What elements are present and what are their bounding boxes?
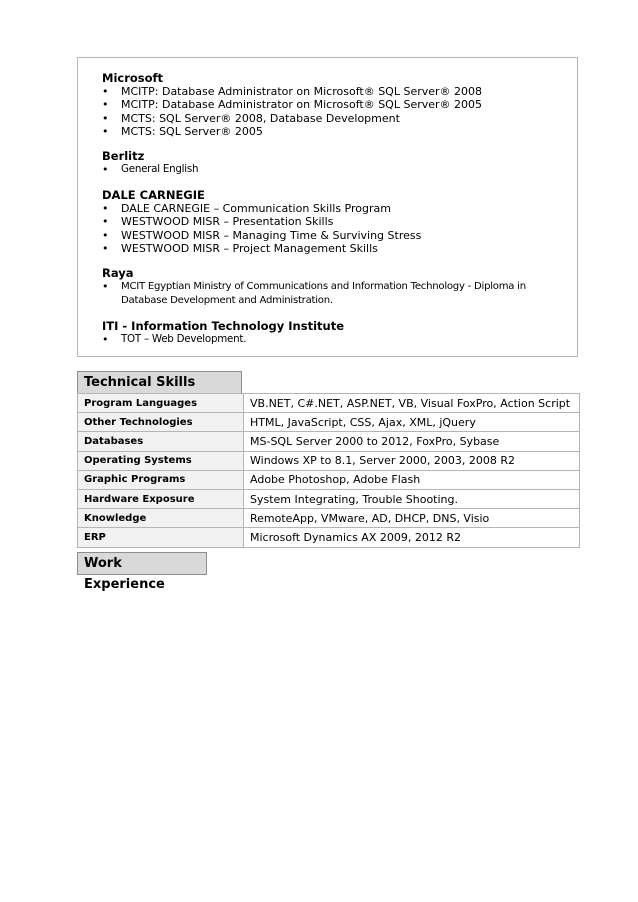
list-item: • WESTWOOD MISR – Presentation Skills — [102, 215, 522, 228]
list-item: • General English — [102, 163, 522, 176]
skill-value: Adobe Photoshop, Adobe Flash — [244, 470, 580, 489]
skill-value: MS-SQL Server 2000 to 2012, FoxPro, Sybase — [244, 432, 580, 451]
work-experience-heading: Work Experience — [77, 552, 207, 575]
skill-label: Program Languages — [78, 394, 244, 413]
cert-group-title: Raya — [102, 266, 134, 280]
table-row — [78, 413, 580, 432]
cert-group-title: Berlitz — [102, 149, 145, 163]
table-row — [78, 432, 580, 451]
cert-group-title: ITI - Information Technology Institute — [102, 319, 345, 333]
cert-group-raya — [102, 266, 570, 307]
skill-label: Other Technologies — [78, 413, 244, 432]
table-row — [78, 470, 580, 489]
skill-label: Hardware Exposure — [78, 489, 244, 508]
list-item: • MCITP: Database Administrator on Microsoft® SQL Server® 2008 — [102, 85, 522, 98]
table-row — [78, 528, 580, 547]
table-row — [78, 489, 580, 508]
list-item: • MCIT Egyptian Ministry of Communications and Information Technology - Diploma in Database Development and Administration. — [102, 280, 570, 307]
cert-group-dale-carnegie — [102, 188, 522, 255]
technical-skills-heading: Technical Skills — [77, 371, 242, 394]
table-row — [78, 509, 580, 528]
cert-group-microsoft — [102, 71, 522, 138]
skill-label: Graphic Programs — [78, 470, 244, 489]
skill-value: System Integrating, Trouble Shooting. — [244, 489, 580, 508]
skill-value: Windows XP to 8.1, Server 2000, 2003, 2008 R2 — [244, 451, 580, 470]
list-item: • TOT – Web Development. — [102, 333, 522, 346]
list-item: • MCITP: Database Administrator on Microsoft® SQL Server® 2005 — [102, 98, 522, 111]
skill-label: Databases — [78, 432, 244, 451]
list-item: • WESTWOOD MISR – Project Management Skills — [102, 242, 522, 255]
technical-skills-table — [77, 393, 580, 548]
list-item: • DALE CARNEGIE – Communication Skills Program — [102, 202, 522, 215]
skill-label: Operating Systems — [78, 451, 244, 470]
skill-value: Microsoft Dynamics AX 2009, 2012 R2 — [244, 528, 580, 547]
table-row — [78, 451, 580, 470]
cert-group-title: DALE CARNEGIE — [102, 188, 205, 202]
skill-label: Knowledge — [78, 509, 244, 528]
list-item: • WESTWOOD MISR – Managing Time & Surviving Stress — [102, 229, 522, 242]
skill-value: VB.NET, C#.NET, ASP.NET, VB, Visual FoxPro, Action Script — [244, 394, 580, 413]
skill-label: ERP — [78, 528, 244, 547]
cert-group-iti — [102, 319, 522, 346]
list-item: • MCTS: SQL Server® 2005 — [102, 125, 522, 138]
list-item: • MCTS: SQL Server® 2008, Database Development — [102, 112, 522, 125]
table-row — [78, 394, 580, 413]
skill-value: HTML, JavaScript, CSS, Ajax, XML, jQuery — [244, 413, 580, 432]
cert-group-berlitz — [102, 149, 522, 176]
cert-group-title: Microsoft — [102, 71, 164, 85]
skill-value: RemoteApp, VMware, AD, DHCP, DNS, Visio — [244, 509, 580, 528]
